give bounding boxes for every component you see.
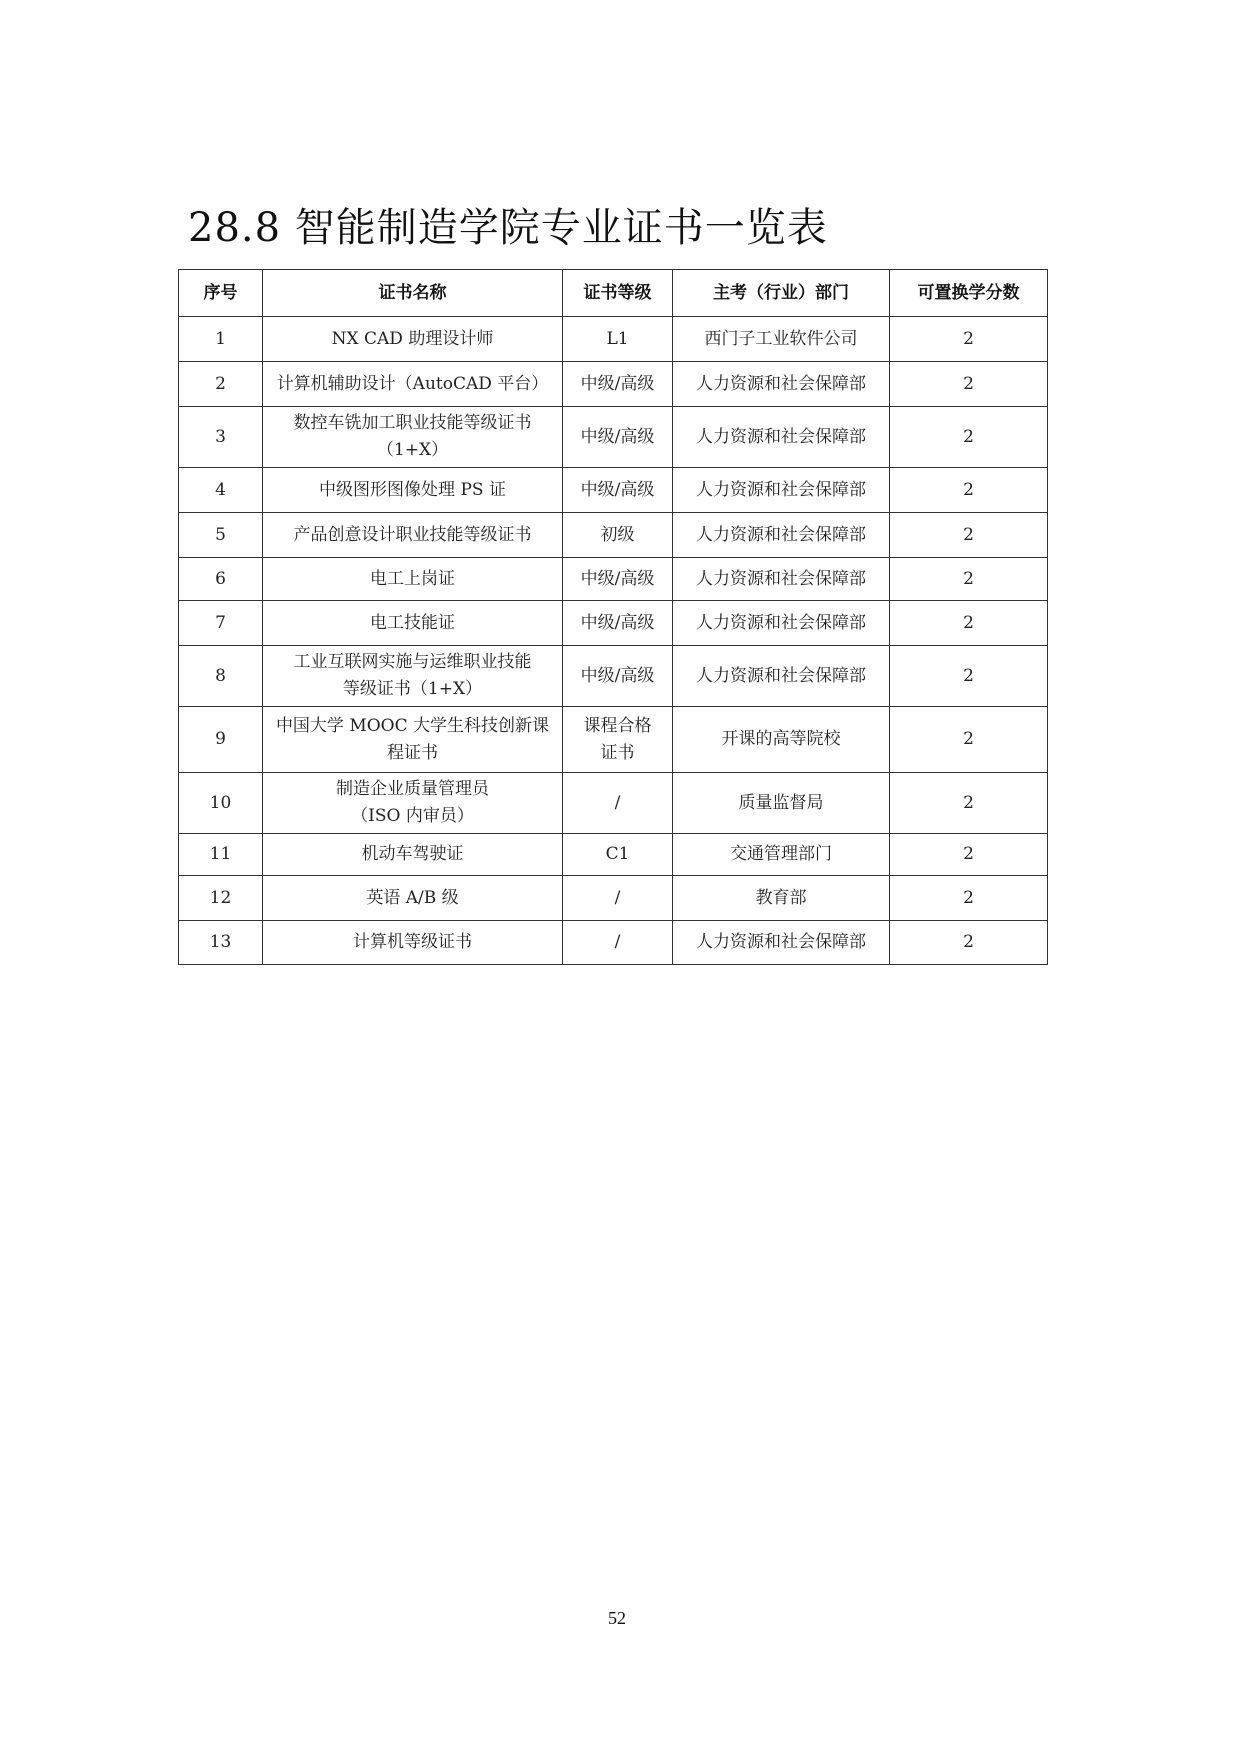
cell-examining-department: 教育部 <box>673 876 890 921</box>
cell-examining-department: 人力资源和社会保障部 <box>673 407 890 468</box>
certificate-table <box>178 269 1048 965</box>
cell-serial-number: 8 <box>179 646 263 707</box>
cell-credits: 2 <box>890 834 1048 876</box>
cell-serial-number: 1 <box>179 317 263 362</box>
cell-credits: 2 <box>890 468 1048 513</box>
page-title: 28.8 智能制造学院专业证书一览表 <box>188 205 828 251</box>
cell-certificate-name <box>263 834 563 876</box>
cell-examining-department: 质量监督局 <box>673 773 890 834</box>
cell-certificate-name-line: 电工上岗证 <box>370 568 455 589</box>
cell-certificate-name-line: （1+X） <box>376 440 449 460</box>
cell-certificate-level-line: / <box>614 932 621 952</box>
cell-certificate-level <box>563 707 673 773</box>
table-row <box>179 646 1048 707</box>
cell-certificate-level-line: 中级/高级 <box>580 612 655 633</box>
cell-certificate-name <box>263 921 563 965</box>
cell-credits: 2 <box>890 362 1048 407</box>
cell-certificate-name-line: 中国大学 MOOC 大学生科技创新课 <box>275 715 550 736</box>
cell-examining-department: 人力资源和社会保障部 <box>673 468 890 513</box>
cell-credits: 2 <box>890 407 1048 468</box>
cell-certificate-level <box>563 921 673 965</box>
cell-certificate-name-line: （ISO 内审员） <box>351 806 474 826</box>
cell-examining-department: 人力资源和社会保障部 <box>673 513 890 558</box>
table-row <box>179 601 1048 646</box>
table-row <box>179 773 1048 834</box>
header-certificate-name: 证书名称 <box>263 270 563 317</box>
cell-certificate-name-line: 计算机等级证书 <box>353 932 472 952</box>
cell-certificate-name-line: 工业互联网实施与运维职业技能 <box>293 652 532 672</box>
table-row <box>179 876 1048 921</box>
cell-certificate-level-line: 中级/高级 <box>580 479 655 500</box>
cell-certificate-name-line: 计算机辅助设计（AutoCAD 平台） <box>276 373 549 394</box>
cell-examining-department: 人力资源和社会保障部 <box>673 558 890 601</box>
cell-serial-number: 5 <box>179 513 263 558</box>
cell-serial-number: 6 <box>179 558 263 601</box>
table-row <box>179 558 1048 601</box>
page-number: 52 <box>608 1608 626 1628</box>
cell-certificate-name <box>263 317 563 362</box>
cell-certificate-level-line: 中级/高级 <box>580 426 655 447</box>
header-certificate-level: 证书等级 <box>563 270 673 317</box>
cell-credits: 2 <box>890 601 1048 646</box>
cell-certificate-level-line: C1 <box>605 844 630 864</box>
table-row <box>179 921 1048 965</box>
cell-certificate-level <box>563 362 673 407</box>
cell-certificate-name-line: NX CAD 助理设计师 <box>331 328 494 349</box>
cell-certificate-level-line: 初级 <box>600 524 635 545</box>
cell-certificate-name <box>263 468 563 513</box>
cell-certificate-name <box>263 707 563 773</box>
cell-certificate-name <box>263 646 563 707</box>
header-serial-number: 序号 <box>179 270 263 317</box>
cell-certificate-name-line: 产品创意设计职业技能等级证书 <box>293 524 532 545</box>
cell-certificate-level-line: 中级/高级 <box>580 373 655 394</box>
cell-certificate-level <box>563 407 673 468</box>
cell-certificate-level-line: 中级/高级 <box>580 568 655 589</box>
cell-serial-number: 3 <box>179 407 263 468</box>
cell-certificate-level <box>563 468 673 513</box>
cell-examining-department: 人力资源和社会保障部 <box>673 362 890 407</box>
cell-credits: 2 <box>890 558 1048 601</box>
cell-certificate-level <box>563 773 673 834</box>
cell-certificate-level <box>563 513 673 558</box>
cell-serial-number: 9 <box>179 707 263 773</box>
cell-credits: 2 <box>890 646 1048 707</box>
table-row <box>179 513 1048 558</box>
cell-certificate-level <box>563 834 673 876</box>
cell-serial-number: 13 <box>179 921 263 965</box>
cell-credits: 2 <box>890 707 1048 773</box>
cell-credits: 2 <box>890 317 1048 362</box>
table-row <box>179 468 1048 513</box>
cell-certificate-name-line: 电工技能证 <box>370 612 455 633</box>
cell-certificate-name-line: 机动车驾驶证 <box>361 844 464 864</box>
cell-examining-department: 人力资源和社会保障部 <box>673 601 890 646</box>
cell-certificate-name-line: 制造企业质量管理员 <box>336 779 489 799</box>
cell-certificate-name-line: 数控车铣加工职业技能等级证书 <box>293 413 532 433</box>
table-row <box>179 362 1048 407</box>
cell-serial-number: 12 <box>179 876 263 921</box>
table-row <box>179 317 1048 362</box>
cell-certificate-level-line: 证书 <box>600 742 635 763</box>
table-header-row <box>179 270 1048 317</box>
cell-credits: 2 <box>890 876 1048 921</box>
table-row <box>179 407 1048 468</box>
cell-examining-department: 人力资源和社会保障部 <box>673 646 890 707</box>
header-credits: 可置换学分数 <box>890 270 1048 317</box>
cell-credits: 2 <box>890 513 1048 558</box>
cell-serial-number: 11 <box>179 834 263 876</box>
cell-certificate-level <box>563 876 673 921</box>
cell-examining-department: 人力资源和社会保障部 <box>673 921 890 965</box>
cell-examining-department: 西门子工业软件公司 <box>673 317 890 362</box>
cell-examining-department: 交通管理部门 <box>673 834 890 876</box>
cell-serial-number: 4 <box>179 468 263 513</box>
cell-certificate-level <box>563 558 673 601</box>
table-body <box>179 317 1048 965</box>
cell-serial-number: 2 <box>179 362 263 407</box>
cell-certificate-level <box>563 317 673 362</box>
cell-certificate-level-line: L1 <box>606 328 629 349</box>
cell-certificate-level-line: 中级/高级 <box>580 665 655 686</box>
cell-certificate-level <box>563 646 673 707</box>
cell-certificate-level-line: / <box>614 887 621 908</box>
cell-credits: 2 <box>890 921 1048 965</box>
cell-certificate-name <box>263 407 563 468</box>
cell-certificate-name <box>263 601 563 646</box>
cell-certificate-name-line: 程证书 <box>387 742 438 763</box>
cell-certificate-name <box>263 362 563 407</box>
cell-certificate-name-line: 英语 A/B 级 <box>366 887 459 908</box>
table-row <box>179 834 1048 876</box>
table-row <box>179 707 1048 773</box>
cell-certificate-level-line: 课程合格 <box>583 715 652 736</box>
cell-credits: 2 <box>890 773 1048 834</box>
cell-certificate-level-line: / <box>614 792 621 813</box>
cell-certificate-name <box>263 773 563 834</box>
cell-certificate-name-line: 中级图形图像处理 PS 证 <box>319 479 506 500</box>
cell-certificate-level <box>563 601 673 646</box>
cell-certificate-name <box>263 876 563 921</box>
cell-certificate-name <box>263 513 563 558</box>
header-examining-department: 主考（行业）部门 <box>673 270 890 317</box>
cell-serial-number: 10 <box>179 773 263 834</box>
cell-examining-department: 开课的高等院校 <box>673 707 890 773</box>
cell-certificate-name <box>263 558 563 601</box>
cell-certificate-name-line: 等级证书（1+X） <box>342 679 483 699</box>
cell-serial-number: 7 <box>179 601 263 646</box>
